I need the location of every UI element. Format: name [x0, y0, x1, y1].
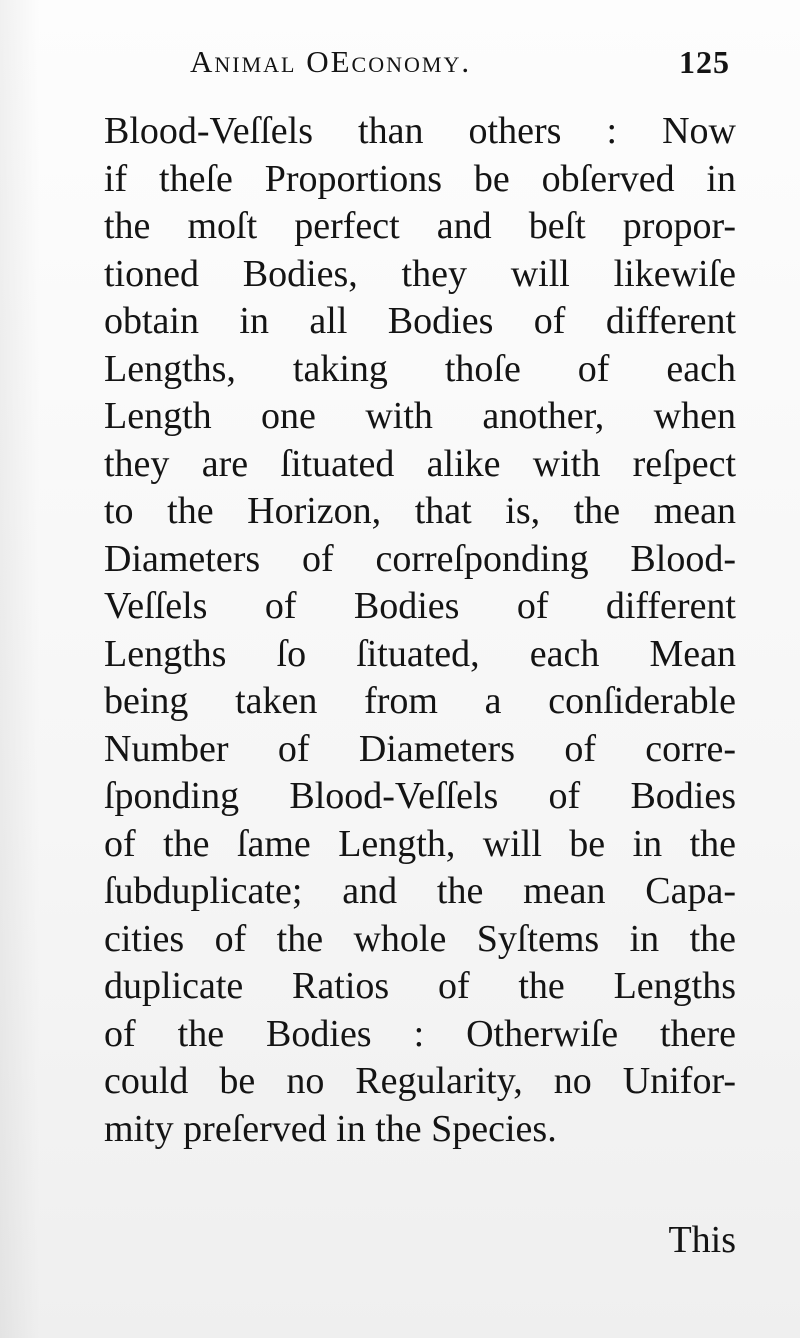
- text-line: Lengths, taking thoſe of each: [104, 347, 736, 390]
- text-line: mity preſerved in the Species.: [104, 1107, 557, 1150]
- text-line: Number of Diameters of corre-: [104, 727, 736, 770]
- text-line: being taken from a conſiderable: [104, 680, 736, 722]
- text-line: cities of the whole Syſtems in the: [104, 917, 736, 960]
- text-line: the moſt perfect and beſt propor-: [104, 205, 736, 247]
- text-line: could be no Regularity, no Unifor-: [104, 1060, 736, 1102]
- page-number: 125: [679, 44, 730, 80]
- text-line: if theſe Proportions be obſerved in: [104, 157, 736, 200]
- text-line: Blood-Veſſels than others : Now: [104, 110, 736, 152]
- text-line: of the Bodies : Otherwiſe there: [104, 1012, 736, 1055]
- text-line: Veſſels of Bodies of different: [104, 585, 736, 627]
- text-line: tioned Bodies, they will likewiſe: [104, 252, 736, 295]
- text-line: duplicate Ratios of the Lengths: [104, 965, 736, 1007]
- body-text: [104, 108, 736, 1153]
- text-line: of the ſame Length, will be in the: [104, 822, 736, 865]
- text-line: ſponding Blood-Veſſels of Bodies: [104, 775, 736, 817]
- running-title: Animal OEconomy.: [190, 44, 472, 79]
- text-line: Diameters of correſponding Blood-: [104, 537, 736, 580]
- catchword: This: [668, 1219, 736, 1261]
- text-line: ſubduplicate; and the mean Capa-: [104, 870, 736, 912]
- running-head: [160, 44, 740, 94]
- text-line: obtain in all Bodies of different: [104, 300, 736, 342]
- show-through-shadow: [105, 1120, 735, 1270]
- text-line: they are ſituated alike with reſpect: [104, 442, 736, 485]
- text-line: Length one with another, when: [104, 395, 736, 437]
- text-line: Lengths ſo ſituated, each Mean: [104, 632, 736, 675]
- text-line: to the Horizon, that is, the mean: [104, 490, 736, 532]
